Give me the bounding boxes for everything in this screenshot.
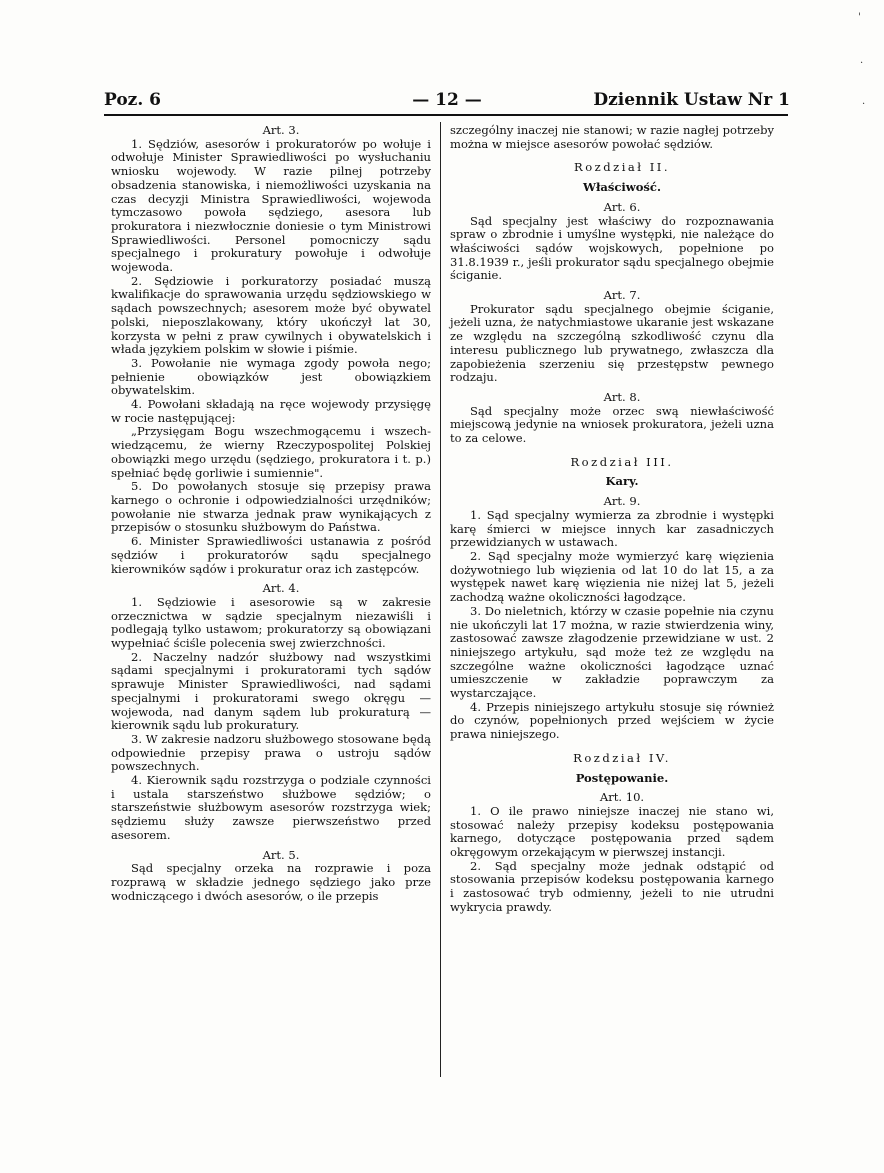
paragraph: 4. Kierownik sądu rozstrzyga o podziale czynności i ustala starszeństwo służbowe sędziów; o starszeństwie służbowym asesorów rozstrzyga wiek; sędziemu służy zawsze pierwszeństwo przed asesorem. xyxy=(111,773,431,842)
paragraph: „Przysięgam Bogu wszechmogącemu i wszechwiedzącemu, że wierny Rzeczypospolitej Polskiej obowiązki mego urzędu (sędziego, prokuratora i t. p.) spełniać będę gorliwie i sumiennie". xyxy=(111,424,431,480)
chapter-title: Postępowanie. xyxy=(575,770,669,785)
scan-mark: ' xyxy=(858,12,861,23)
paragraph: 5. Do powołanych stosuje się przepisy prawa karnego o ochronie i odpowiedzialności urzędników; powołanie nie stwarza jednak praw wynikających z przepisów o stosunku służbowym do Państwa. xyxy=(111,479,431,535)
paragraph: 1. Sędziów, asesorów i prokuratorów po wołuje i odwołuje Minister Sprawiedliwości po wysłuchaniu wniosku wojewody. W razie pilnej potrzeby obsadzenia stanowiska, i niemożliwości uzyskania na czas decyzji Ministra Sprawiedliwości, wojewoda tymczasowo powoła sędziego, asesora lub prokuratora i niezwłocznie doniesie o tym Ministrowi Sprawiedliwości. Personel pomocniczy sądu specjalnego i prokuratury powołuje i odwołuje wojewoda. xyxy=(111,136,431,275)
paragraph: 3. Do nieletnich, którzy w czasie popełnie nia czynu nie ukończyli lat 17 można, w razie stwierdzenia winy, zastosować zawsze złagodzenie przewidziane w ust. 2 niniejszego artykułu, sąd może też ze względu na szczególne ważne okoliczności łagodzące uznać umieszczenie w zakładzie poprawczym za wystarczające. xyxy=(450,603,774,701)
chapter-heading: Rozdział IV. xyxy=(573,750,671,765)
scan-mark: . xyxy=(862,96,866,107)
paragraph: 3. W zakresie nadzoru służbowego stosowane będą odpowiednie przepisy prawa o ustroju sądów powszechnych. xyxy=(111,731,431,774)
paragraph: 6. Minister Sprawiedliwości ustanawia z pośród sędziów i prokuratorów sądu specjalnego kierowników sądów i prokuratur oraz ich zastępców. xyxy=(111,534,431,576)
article-heading: Art. 10. xyxy=(599,790,645,805)
chapter-heading: Rozdział III. xyxy=(570,454,674,469)
paragraph: szczególny inaczej nie stanowi; w razie nagłej potrzeby można w miejsce asesorów powołać sędziów. xyxy=(450,123,774,151)
paragraph: Prokurator sądu specjalnego obejmie ściganie, jeżeli uzna, że natychmiastowe ukaranie jest wskazane ze względu na szczególną szkodliwość czynu dla interesu publicznego lub prywatnego, zwłaszcza dla zapobieżenia szerzeniu się przestępstw pewnego rodzaju. xyxy=(450,301,774,385)
paragraph: 1. Sąd specjalny wymierza za zbrodnie i występki karę śmierci w miejsce innych kar zasadniczych przewidzianych w ustawach. xyxy=(450,507,774,550)
chapter-heading: Rozdział II. xyxy=(574,160,670,175)
article-heading: Art. 3. xyxy=(262,123,300,137)
article-heading: Art. 6. xyxy=(603,199,641,214)
paragraph: 2. Naczelny nadzór służbowy nad wszystkimi sądami specjalnymi i prokuratorami tych sądów sprawuje Minister Sprawiedliwości, nad sądami specjalnymi i prokuratorami swego okręgu — wojewoda, nad danym sądem lub prokuraturą — kierownik sądu lub prokuratury. xyxy=(111,649,431,733)
page-number: — 12 — xyxy=(412,90,482,110)
paragraph: Sąd specjalny orzeka na rozprawie i poza rozprawą w składzie jednego sędziego jako prze wodniczącego i dwóch asesorów, o ile przepis xyxy=(111,861,431,903)
article-heading: Art. 5. xyxy=(262,847,300,862)
paragraph: 4. Powołani składają na ręce wojewody przysięgę w rocie następującej: xyxy=(111,397,431,425)
column-divider xyxy=(440,122,441,1077)
paragraph: Sąd specjalny może orzec swą niewłaściwość miejscową jedynie na wniosek prokuratora, jeżeli uzna to za celowe. xyxy=(450,403,774,446)
header-rule xyxy=(104,114,788,116)
paragraph: 1. O ile prawo niniejsze inaczej nie stano wi, stosować należy przepisy kodeksu postępowania karnego, dotyczące postępowania przed sądem okręgowym orzekającym w pierwszej instancji. xyxy=(450,803,774,860)
article-heading: Art. 4. xyxy=(262,581,300,596)
article-heading: Art. 7. xyxy=(603,288,641,303)
journal-title: Dziennik Ustaw Nr 1 xyxy=(593,90,790,110)
paragraph: 1. Sędziowie i asesorowie są w zakresie orzecznictwa w sądzie specjalnym niezawiśli i podlegają tylko ustawom; prokuratorzy są obowiązani wypełniać ściśle polecenia swej zwierzchności. xyxy=(111,594,431,651)
position-label: Poz. 6 xyxy=(104,90,161,110)
paragraph: 2. Sąd specjalny może wymierzyć karę więzienia dożywotniego lub więzienia od lat 10 do lat 15, a za występek nawet karę więzienia nie niżej lat 5, jeżeli zachodzą ważne okoliczności łagodzące. xyxy=(450,548,774,605)
paragraph: 3. Powołanie nie wymaga zgody powoła nego; pełnienie obowiązków jest obowiązkiem obywatelskim. xyxy=(111,355,431,398)
chapter-title: Kary. xyxy=(605,474,639,489)
article-heading: Art. 9. xyxy=(603,494,641,509)
paragraph: 2. Sędziowie i porkuratorzy posiadać muszą kwalifikacje do sprawowania urzędu sędziowskiego w sądach powszechnych; asesorem może być obywatel polski, nieposzlakowany, który ukończył lat 30, korzysta w pełni z praw cywilnych i obywatelskich i włada językiem polskim w słowie i piśmie. xyxy=(111,273,431,357)
chapter-title: Właściwość. xyxy=(582,180,661,195)
paragraph: Sąd specjalny jest właściwy do rozpoznawania spraw o zbrodnie i umyślne występki, nie należące do właściwości sądów wojskowych, popełnione po 31.8.1939 r., jeśli prokurator sądu specjalnego obejmie ściganie. xyxy=(450,213,774,283)
left-column xyxy=(111,124,431,903)
page-header xyxy=(104,90,790,112)
paragraph: 4. Przepis niniejszego artykułu stosuje się również do czynów, popełnionych przed wejściem w życie prawa niniejszego. xyxy=(450,699,774,742)
paragraph: 2. Sąd specjalny może jednak odstąpić od stosowania przepisów kodeksu postępowania karnego i zastosować tryb odmienny, jeżeli to nie utrudni wykrycia prawdy. xyxy=(450,858,774,914)
scan-mark: . xyxy=(860,55,864,66)
right-column xyxy=(450,124,774,915)
article-heading: Art. 8. xyxy=(603,389,641,404)
